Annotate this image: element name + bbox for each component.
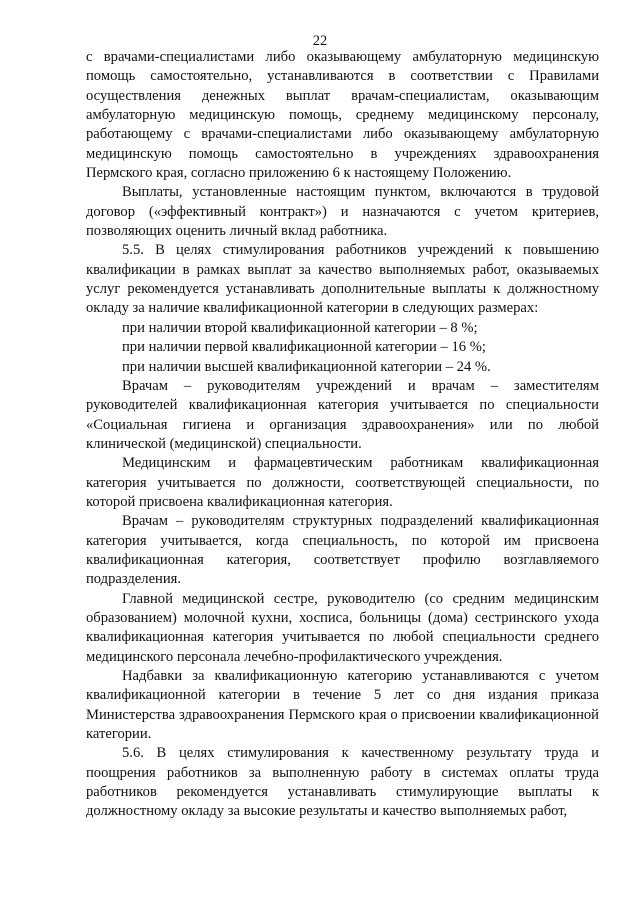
list-item-first-category: при наличии первой квалификационной категории – 16 %; [122,339,486,356]
paragraph-5-5: 5.5. В целях стимулирования работников учреждений к повышению квалификации в рамках выплат за качество выполняемых работ, оказываемых услуг рекомендуется устанавливать дополнительные выплаты к должностному окладу за наличие квалификационной категории в следующих размерах: [86,242,599,317]
paragraph-head-nurse: Главной медицинской сестре, руководителю (со средним медицинским образованием) молочной кухни, хосписа, больницы (дома) сестринского ухода квалификационная категория учитывается по любой специальности среднего медицинского персонала лечебно-профилактического учреждения. [86,590,599,665]
paragraph-payments: Выплаты, установленные настоящим пунктом, включаются в трудовой договор («эффективный контракт») и назначаются с учетом критериев, позволяющих оценить личный вклад работника. [86,184,599,240]
paragraph-continuation: с врачами-специалистами либо оказывающему амбулаторную медицинскую помощь самостоятельно, устанавливаются в соответствии с Правилами осуществления денежных выплат врачам-специалистам, оказывающим амбулаторную медицинскую помощь, среднему медицинскому персоналу, работающему с врачами-специалистами либо оказывающему амбулаторную медицинскую помощь самостоятельно в учреждениях здравоохранения Пермского края, согласно приложению 6 к настоящему Положению. [86,49,599,182]
paragraph-division-heads: Врачам – руководителям структурных подразделений квалификационная категория учитывается, когда специальность, по которой им присвоена квалификационная категория, соответствует профилю возглавляемого подразделения. [86,513,599,588]
paragraph-allowances: Надбавки за квалификационную категорию устанавливаются с учетом квалификационной категории в течение 5 лет со дня издания приказа Министерства здравоохранения Пермского края о присвоении квалификационной категории. [86,668,599,743]
document-body [86,48,599,822]
page-number: 22 [312,33,328,49]
paragraph-5-6: 5.6. В целях стимулирования к качественному результату труда и поощрения работников за выполненную работу в системах оплаты труда работников рекомендуется устанавливать стимулирующие выплаты к должностному окладу за высокие результаты и качество выполняемых работ, [86,745,599,820]
paragraph-heads-deputies: Врачам – руководителям учреждений и врачам – заместителям руководителей квалификационная категория учитывается по специальности «Социальная гигиена и организация здравоохранения» или по любой клинической (медицинской) специальности. [86,377,599,452]
list-item-highest-category: при наличии высшей квалификационной категории – 24 %. [122,358,491,375]
paragraph-medical-pharma: Медицинским и фармацевтическим работникам квалификационная категория учитывается по должности, соответствующей специальности, по которой присвоена квалификационная категория. [86,455,599,510]
list-item-second-category: при наличии второй квалификационной категории – 8 %; [122,319,478,336]
